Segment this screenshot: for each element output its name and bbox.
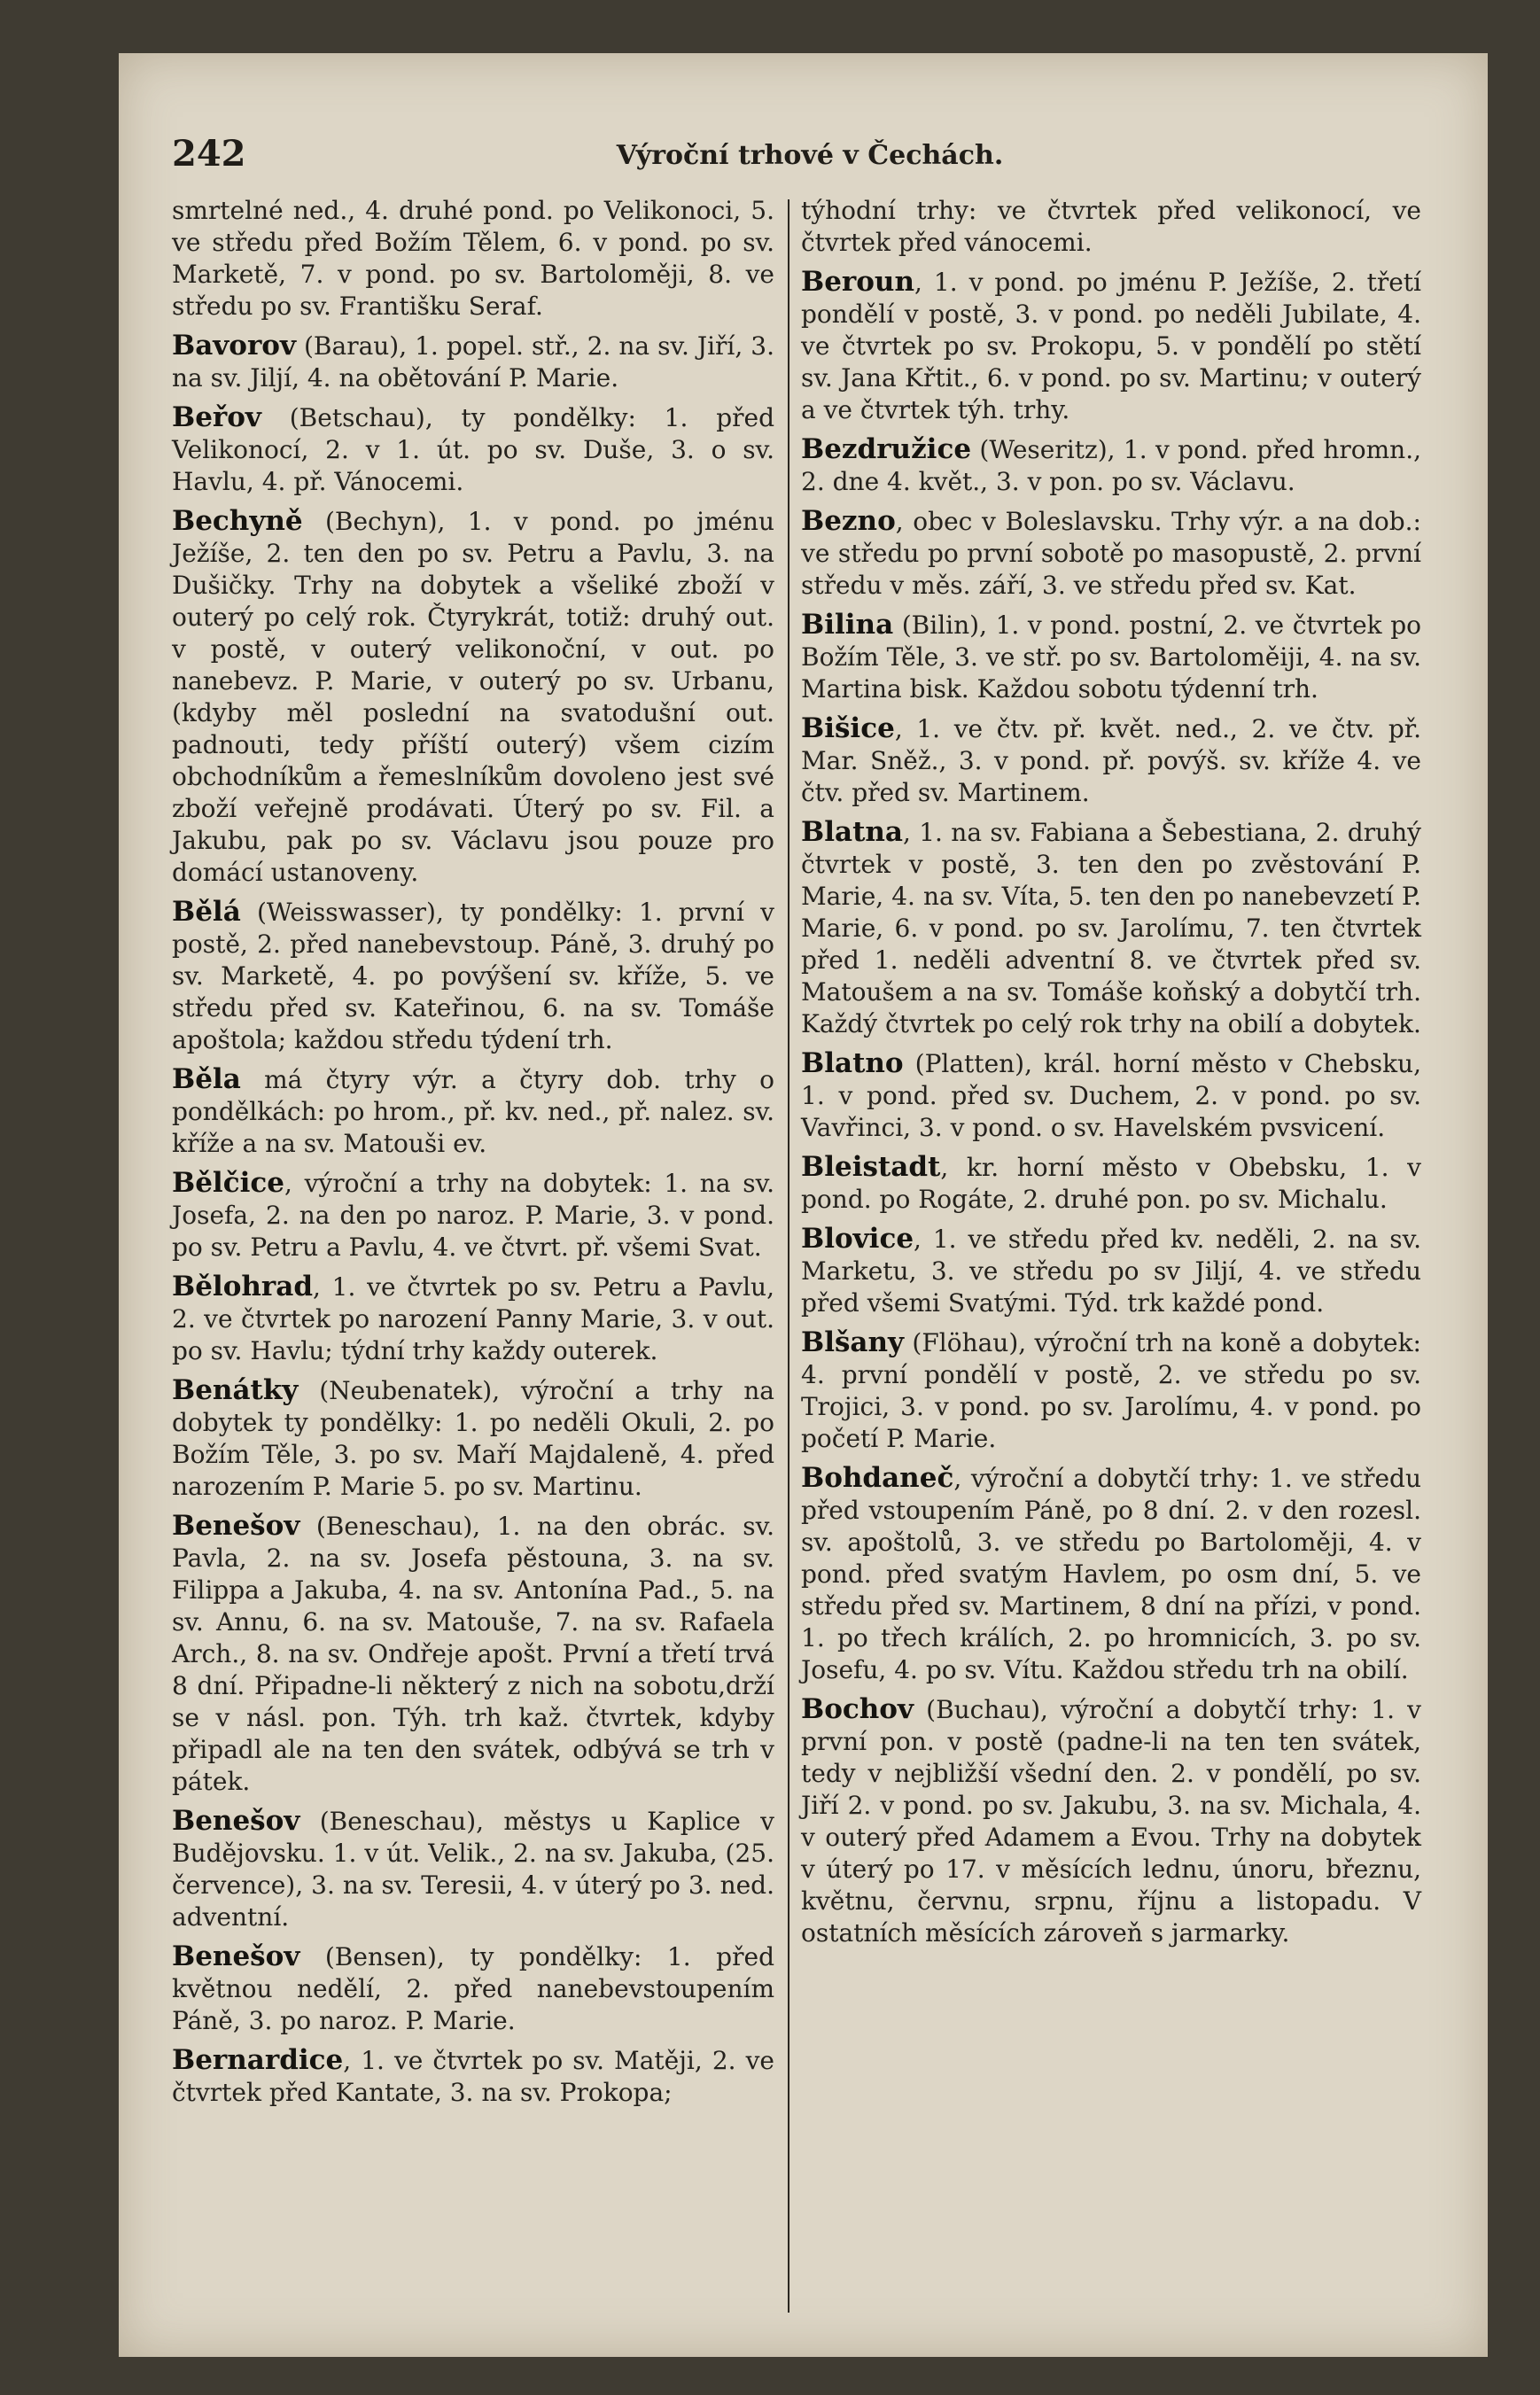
entry-headword: Blovice [801,1223,914,1255]
entry-headword: Benešov [172,1805,300,1837]
entry-text: , kr. horní město v Obebsku, 1. v pond. po Rogáte, 2. druhé pon. po sv. Michalu. [801,1153,1421,1214]
entry-text: , 1. ve čtvrtek po sv. Matěji, 2. ve čtvrtek před Kantate, 3. na sv. Prokopa; [172,2046,774,2107]
entry-headword: Blatna [801,816,904,848]
entry-text: , 1. na sv. Fabiana a Šebestiana, 2. druhý čtvrtek v postě, 3. ten den po zvěstování P. Marie, 4. na sv. Víta, 5. ten den po nanebevzetí P. Marie, 6. v pond. po sv. Jarolímu, 7. ten čtvrtek před 1. neděli adventní 8. ve čtvrtek před sv. Matoušem a na sv. Tomáše koňský a dobytčí trh. Každý čtvrtek po celý rok trhy na obilí a dobytek. [801,818,1421,1038]
running-title: Výroční trhové v Čechách. [616,140,1004,171]
entry [801,266,1421,426]
entry [172,505,774,889]
entry [801,712,1421,809]
entry-text: (Weseritz), 1. v pond. před hromn., 2. dne 4. květ., 3. v pon. po sv. Václavu. [801,435,1421,496]
entry [172,401,774,498]
entry-headword: Bernardice [172,2044,344,2076]
entry-headword: Bochov [801,1693,914,1725]
entry-headword: Benešov [172,1940,300,1972]
entry-headword: Bělčice [172,1167,284,1199]
entry-headword: Benátky [172,1374,299,1406]
entry [172,1510,774,1798]
entry-headword: Blatno [801,1047,904,1079]
entry [801,433,1421,498]
entry-text: , obec v Boleslavsku. Trhy výr. a na dob.: ve středu po první sobotě po masopustě, 2. první středu v měs. září, 3. ve středu před sv. Kat. [801,507,1421,600]
entry-headword: Bezno [801,505,896,537]
entry-headword: Běla [172,1063,241,1095]
entry [172,1805,774,1933]
entry [172,1167,774,1264]
entry [801,195,1421,259]
entry-text: (Barau), 1. popel. stř., 2. na sv. Jiří, 3. na sv. Jiljí, 4. na obětování P. Marie. [172,331,774,393]
entry [801,609,1421,705]
entry [172,1271,774,1367]
entry [172,1063,774,1160]
entry-headword: Beroun [801,266,915,298]
entry-headword: Bělohrad [172,1271,314,1302]
entry-headword: Bělá [172,896,241,928]
entry-text: (Neubenatek), výroční a trhy na dobytek ty pondělky: 1. po neděli Okuli, 2. po Božím Těle, 3. po sv. Maří Majdaleně, 4. před narozením P. Marie 5. po sv. Martinu. [172,1376,774,1501]
entry-headword: Beřov [172,401,261,433]
entry [801,1151,1421,1216]
entry-headword: Bišice [801,712,895,744]
entry [172,330,774,394]
entry-text: , 1. v pond. po jménu P. Ježíše, 2. třetí pondělí v postě, 3. v pond. po neděli Jubilate, 4. ve čtvrtek po sv. Prokopu, 5. v pondělí po stětí sv. Jana Křtit., 6. v pond. po sv. Martinu; v outerý a ve čtvrtek týh. trhy. [801,268,1421,424]
entry-text: , výroční a dobytčí trhy: 1. ve středu před vstoupením Páně, po 8 dní. 2. v den rozesl. sv. apoštolů, 3. ve středu po Bartoloměji, 4. v pond. před svatým Havlem, po osm dní, 5. ve středu před sv. Martinem, 8 dní na přízi, v pond. 1. po třech králích, 2. po hromnicích, 3. po sv. Josefu, 4. po sv. Vítu. Každou středu trh na obilí. [801,1464,1421,1684]
entry-text: (Flöhau), výroční trh na koně a dobytek: 4. první pondělí v postě, 2. ve středu po sv. Trojici, 3. v pond. po sv. Jarolímu, 4. v pond. po početí P. Marie. [801,1328,1421,1453]
entry-headword: Blšany [801,1326,905,1358]
entry-headword: Bohdaneč [801,1462,954,1494]
entry-text: smrtelné ned., 4. druhé pond. po Velikonoci, 5. ve středu před Božím Tělem, 6. v pond. po sv. Marketě, 7. v pond. po sv. Bartoloměji, 8. ve středu po sv. Františku Seraf. [172,196,774,321]
entry-text: (Bensen), ty pondělky: 1. před květnou nedělí, 2. před nanebevstoupením Páně, 3. po naroz. P. Marie. [172,1942,774,2035]
entry-text: (Platten), král. horní město v Chebsku, 1. v pond. před sv. Duchem, 2. v pond. po sv. Vavřinci, 3. v pond. o sv. Havelském pvsvicení. [801,1049,1421,1142]
entry [801,1693,1421,1949]
entry-headword: Benešov [172,1510,300,1542]
entry-text: (Weisswasser), ty pondělky: 1. první v postě, 2. před nanebevstoup. Páně, 3. druhý po sv. Marketě, 4. po povýšení sv. kříže, 5. ve středu před sv. Kateřinou, 6. na sv. Tomáše apoštola; každou středu týdení trh. [172,898,774,1054]
entry-text: (Betschau), ty pondělky: 1. před Velikonocí, 2. v 1. út. po sv. Duše, 3. o sv. Havlu, 4. př. Vánocemi. [172,403,774,496]
entry-text: (Beneschau), 1. na den obrác. sv. Pavla, 2. na sv. Josefa pěstouna, 3. na sv. Filippa a Jakuba, 4. na sv. Antonína Pad., 5. na sv. Annu, 6. na sv. Matouše, 7. na sv. Rafaela Arch., 8. na sv. Ondřeje apošt. První a třetí trvá 8 dní. Připadne-li některý z nich na sobotu,drží se v násl. pon. Týh. trh kaž. čtvrtek, kdyby připadl ale na ten den svátek, odbývá se trh v pátek. [172,1512,774,1796]
entry [801,1223,1421,1319]
entry [172,896,774,1056]
entry-text: (Beneschau), městys u Kaplice v Budějovsku. 1. v út. Velik., 2. na sv. Jakuba, (25. července), 3. na sv. Teresii, 4. v úterý po 3. ned. adventní. [172,1807,774,1932]
entry-text: , 1. ve čtvrtek po sv. Petru a Pavlu, 2. ve čtvrtek po narození Panny Marie, 3. v out. po sv. Havlu; týdní trhy každy outerek. [172,1272,774,1365]
entry-text: , 1. ve čtv. př. květ. ned., 2. ve čtv. př. Mar. Sněž., 3. v pond. př. povýš. sv. kříže 4. ve čtv. před sv. Martinem. [801,714,1421,807]
right-column [801,195,1421,1956]
entry [172,1374,774,1503]
entry-text: (Buchau), výroční a dobytčí trhy: 1. v první pon. v postě (padne-li na ten ten svátek, tedy v nejbližší všední den. 2. v pondělí, po sv. Jiří 2. v pond. po sv. Jakubu, 3. na sv. Michala, 4. v outerý před Adamem a Evou. Trhy na dobytek v úterý po 17. v měsících lednu, únoru, březnu, květnu, červnu, srpnu, říjnu a listopadu. V ostatních měsících zároveň s jarmarky. [801,1695,1421,1948]
entry [172,195,774,323]
entry-text: , výroční a trhy na dobytek: 1. na sv. Josefa, 2. na den po naroz. P. Marie, 3. v pond. po sv. Petru a Pavlu, 4. ve čtvrt. př. všemi Svat. [172,1169,774,1262]
entry [172,1940,774,2037]
entry-headword: Bechyně [172,505,303,537]
entry-headword: Bavorov [172,330,296,362]
column-divider [788,199,789,2313]
left-column [172,195,774,2116]
book-page [119,53,1488,2357]
entry [801,816,1421,1040]
entry [801,505,1421,602]
entry-headword: Bezdružice [801,433,972,465]
entry-headword: Bilina [801,609,894,641]
entry-text: týhodní trhy: ve čtvrtek před velikonocí, ve čtvrtek před vánocemi. [801,196,1421,257]
running-header [172,133,1448,186]
entry-text: má čtyry výr. a čtyry dob. trhy o pondělkách: po hrom., př. kv. ned., př. nalez. sv. kříže a na sv. Matouši ev. [172,1065,774,1158]
entry [801,1047,1421,1144]
entry-headword: Bleistadt [801,1151,941,1183]
entry [801,1462,1421,1686]
entry-text: (Bilin), 1. v pond. postní, 2. ve čtvrtek po Božím Těle, 3. ve stř. po sv. Bartoloměiji, 4. na sv. Martina bisk. Každou sobotu týdenní trh. [801,610,1421,704]
entry [172,2044,774,2109]
entry-text: (Bechyn), 1. v pond. po jménu Ježíše, 2. ten den po sv. Petru a Pavlu, 3. na Dušičky. Trhy na dobytek a všeliké zboží v outerý po celý rok. Čtyrykrát, totiž: druhý out. v postě, v outerý velikonoční, v out. po nanebevz. P. Marie, v outerý po sv. Urbanu, (kdyby měl poslední na svatodušní out. padnouti, tedy příští outerý) všem cizím obchodníkům a řemeslníkům dovoleno jest své zboží veřejně prodávati. Úterý po sv. Fil. a Jakubu, pak po sv. Václavu jsou pouze pro domácí ustanoveny. [172,507,774,887]
entry [801,1326,1421,1455]
page-number: 242 [172,133,246,175]
entry-text: , 1. ve středu před kv. neděli, 2. na sv. Marketu, 3. ve středu po sv Jiljí, 4. ve středu před všemi Svatými. Týd. trk každé pond. [801,1225,1421,1318]
